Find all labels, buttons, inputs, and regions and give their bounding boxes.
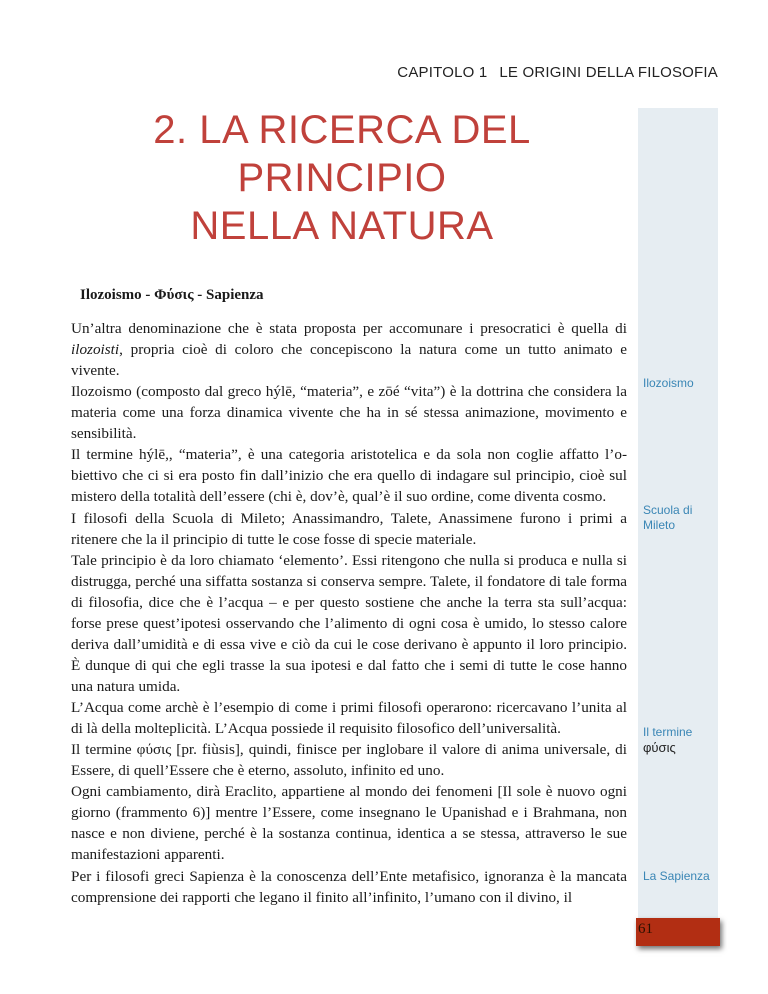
section-heading: Ilozoismo - Φύσις - Sapienza	[80, 287, 264, 303]
sidebar-note-la-sapienza	[643, 869, 715, 884]
sidebar-note-label: Scuola di Mileto	[643, 503, 693, 532]
sidebar-note-label: La Sapienza	[643, 869, 710, 883]
page-title-line2: NELLA NATURA	[190, 204, 494, 248]
page-number-badge	[636, 918, 720, 946]
paragraph-line: Tale principio è da loro chiamato ‘elemento’. Essi ritengono che nulla si produca e nulla si distrugga, perché una siffatta sostanza si conserva sempre. Talete, il fondatore di tale forma di filosofia, dice che è l’acqua – e per questo sostiene che anche la terra sta sull’acqua: forse prese quest’ipotesi osservando che l’alimento di ogni cosa è umido, lo stesso calore deriva dall’umidità e di essa vive e ciò da cui le cose derivano è appunto il loro principio. È dunque di qui che egli trasse la sua ipotesi e dal fatto che i semi di tutte le cose hanno una natura umida.	[71, 552, 627, 695]
page-title-line1: 2. LA RICERCA DEL PRINCIPIO	[153, 108, 531, 200]
paragraph-line: Ogni cambiamento, dirà Eraclito, appartiene al mondo dei fenomeni [Il sole è nuovo ogni giorno (frammento 6)] mentre l’Essere, come insegnano le Upanishad e i Brahmana, non nasce e non diviene, perché è la sostanza continua, identica a se stessa, attraverso le sue manifestazioni apparenti.	[71, 783, 627, 863]
page-title	[62, 106, 622, 250]
chapter-header	[397, 64, 718, 81]
paragraph-line: I filosofi della Scuola di Mileto; Anassimandro, Talete, Anassimene furono i primi a ritenere che la il principio di tutte le cose fosse di specie materiale.	[71, 510, 627, 548]
paragraph-line: Il termine φύσις [pr. fiùsis], quindi, finisce per inglobare il valore di anima universale, di Essere, di quell’Essere che è eterno, assoluto, infinito ed uno.	[71, 741, 627, 779]
paragraph-physis	[71, 739, 627, 865]
text-run: Un’altra denominazione che è stata proposta per accomunare i presocratici è quella di	[71, 320, 627, 337]
chapter-label: CAPITOLO 1	[397, 64, 488, 81]
sidebar-note-label: Ilozoismo	[643, 376, 694, 390]
paragraph-ilozoismo	[71, 318, 627, 507]
text-run: , propria cioè di coloro che concepiscono la natura come un tutto animato e vivente.	[71, 341, 627, 379]
page-number: 61	[638, 921, 653, 937]
paragraph-mileto	[71, 508, 627, 739]
sidebar-note-scuola-di-mileto	[643, 503, 715, 533]
paragraph-line: L’Acqua come archè è l’esempio di come i primi filosofi operarono: ricercavano l’unita al di là della molteplicità. L’Acqua possiede il requisito filosofico dell’universalità.	[71, 699, 627, 737]
chapter-title: LE ORIGINI DELLA FILOSOFIA	[499, 64, 718, 81]
sidebar-note-il-termine	[643, 725, 715, 755]
paragraph-line: Per i filosofi greci Sapienza è la conoscenza dell’Ente metafisico, ignoranza è la mancata comprensione dei rapporti che legano il finito all’infinito, l’umano con il divino, il	[71, 868, 627, 906]
emphasis: ilozoisti	[71, 341, 120, 358]
sidebar-note-greek: φύσις	[643, 740, 676, 755]
paragraph-sapienza	[71, 866, 627, 908]
sidebar-note-ilozoismo	[643, 376, 715, 391]
paragraph-line: Ilozoismo (composto dal greco hýlē, “materia”, e zōé “vita”) è la dottrina che considera la materia come una forza dinamica vivente che ha in sé stessa animazione, movimento e sensibilità.	[71, 383, 627, 442]
paragraph-line	[71, 318, 627, 381]
sidebar-note-label: Il termine	[643, 725, 693, 739]
paragraph-line: Il termine hýlē,, “materia”, è una categoria aristotelica e da sola non coglie affatto l’obiettivo che ci si era posto fin dall’inizio che era quello di indagare sul principio, cioè sul mistero della totalità dell’essere (chi è, dov’è, qual’è il suo ordine, come diventa cosmo.	[71, 446, 627, 505]
